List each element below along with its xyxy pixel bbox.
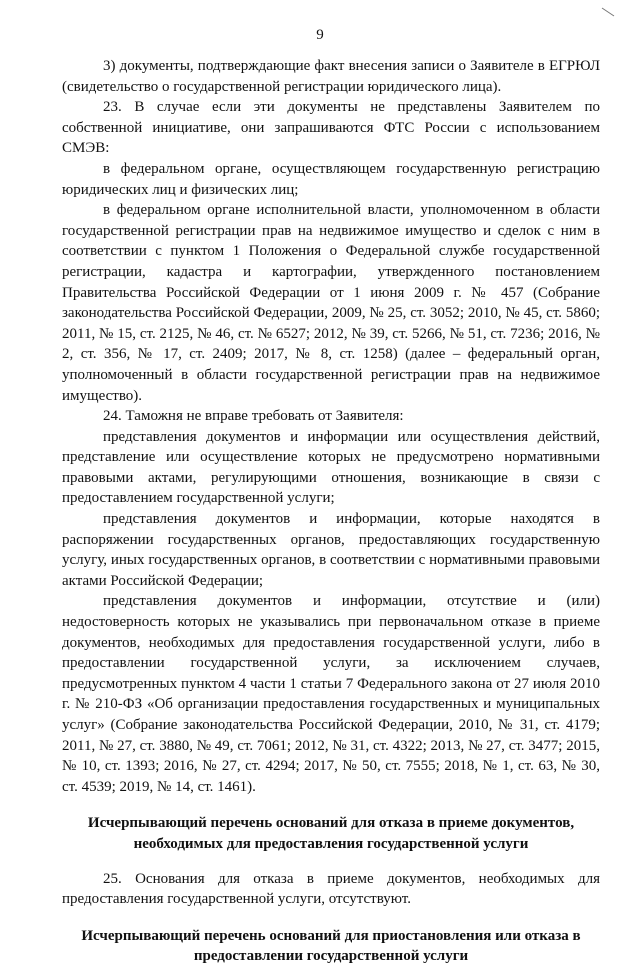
paragraph-24-item-3: представления документов и информации, отсутствие и (или) недостоверность которых не указывались при первоначальном отказе в приеме документов, необходимых для предоставления государственной услуги, либо в предоставлении государственной услуги, за исключением случаев, предусмотренных пунктом 4 части 1 статьи 7 Федерального закона от 27 июля 2010 г. № 210-ФЗ «Об организации предоставления государственных и муниципальных услуг» (Собрание законодательства Российской Федерации, 2010, № 31, ст. 4179; 2011, № 27, ст. 3880, № 49, ст. 7061; 2012, № 31, ст. 4322; 2013, № 27, ст. 3477; 2015, № 10, ст. 1393; 2016, № 27, ст. 4294; 2017, № 50, ст. 7555; 2018, № 1, ст. 63, № 30, ст. 4539; 2019, № 14, ст. 1461). <box>62 593 600 795</box>
paragraph-federal-registration-body: в федеральном органе, осуществляющем государственную регистрацию юридических лиц и физических лиц; <box>62 160 600 198</box>
paragraph-3-documents: 3) документы, подтверждающие факт внесения записи о Заявителе в ЕГРЮЛ (свидетельство о государственной регистрации юридического лица). <box>62 58 600 95</box>
paragraph-24-item-1: представления документов и информации или осуществления действий, представление или осуществление которых не предусмотрено нормативными правовыми актами, регулирующими отношения, возникающие в связи с предоставлением государственной услуги; <box>62 428 600 507</box>
spacer <box>62 855 600 869</box>
paragraph-23: 23. В случае если эти документы не представлены Заявителем по собственной инициативе, они запрашиваются ФТС России с использованием СМЭВ: <box>62 99 600 157</box>
page-number: 9 <box>316 27 324 43</box>
paragraph-24-item-2: представления документов и информации, которые находятся в распоряжении государственных органов, предоставляющих государственную услугу, иных государственных органов, в соответствии с нормативными правовыми актами Российской Федерации; <box>62 511 600 589</box>
scan-mark <box>600 6 616 18</box>
document-body <box>62 56 600 967</box>
paragraph-federal-executive-body: в федеральном органе исполнительной власти, уполномоченном в области государственной регистрации прав на недвижимое имущество и сделок с ним в соответствии с пунктом 1 Положения о Федеральной службе государственной регистрации, кадастра и картографии, утвержденного постановлением Правительства Российской Федерации от 1 июня 2009 г. № 457 (Собрание законодательства Российской Федерации, 2009, № 25, ст. 3052; 2010, № 45, ст. 5860; 2011, № 15, ст. 2125, № 46, ст. № 6527; 2012, № 39, ст. 5266, № 51, ст. 7236; 2016, № 2, ст. 356, № 17, ст. 2409; 2017, № 8, ст. 1258) (далее – федеральный орган, уполномоченный в области государственной регистрации прав на недвижимое имущество). <box>62 202 600 404</box>
heading-suspension-grounds: Исчерпывающий перечень оснований для приостановления или отказа в предоставлении государственной услуги <box>81 927 581 965</box>
spacer <box>62 910 600 926</box>
paragraph-25: 25. Основания для отказа в приеме документов, необходимых для предоставления государственной услуги, отсутствуют. <box>62 870 600 908</box>
heading-refusal-grounds: Исчерпывающий перечень оснований для отказа в приеме документов, необходимых для предоставления государственной услуги <box>87 815 575 852</box>
spacer <box>62 797 600 813</box>
paragraph-24: 24. Таможня не вправе требовать от Заявителя: <box>103 408 404 425</box>
